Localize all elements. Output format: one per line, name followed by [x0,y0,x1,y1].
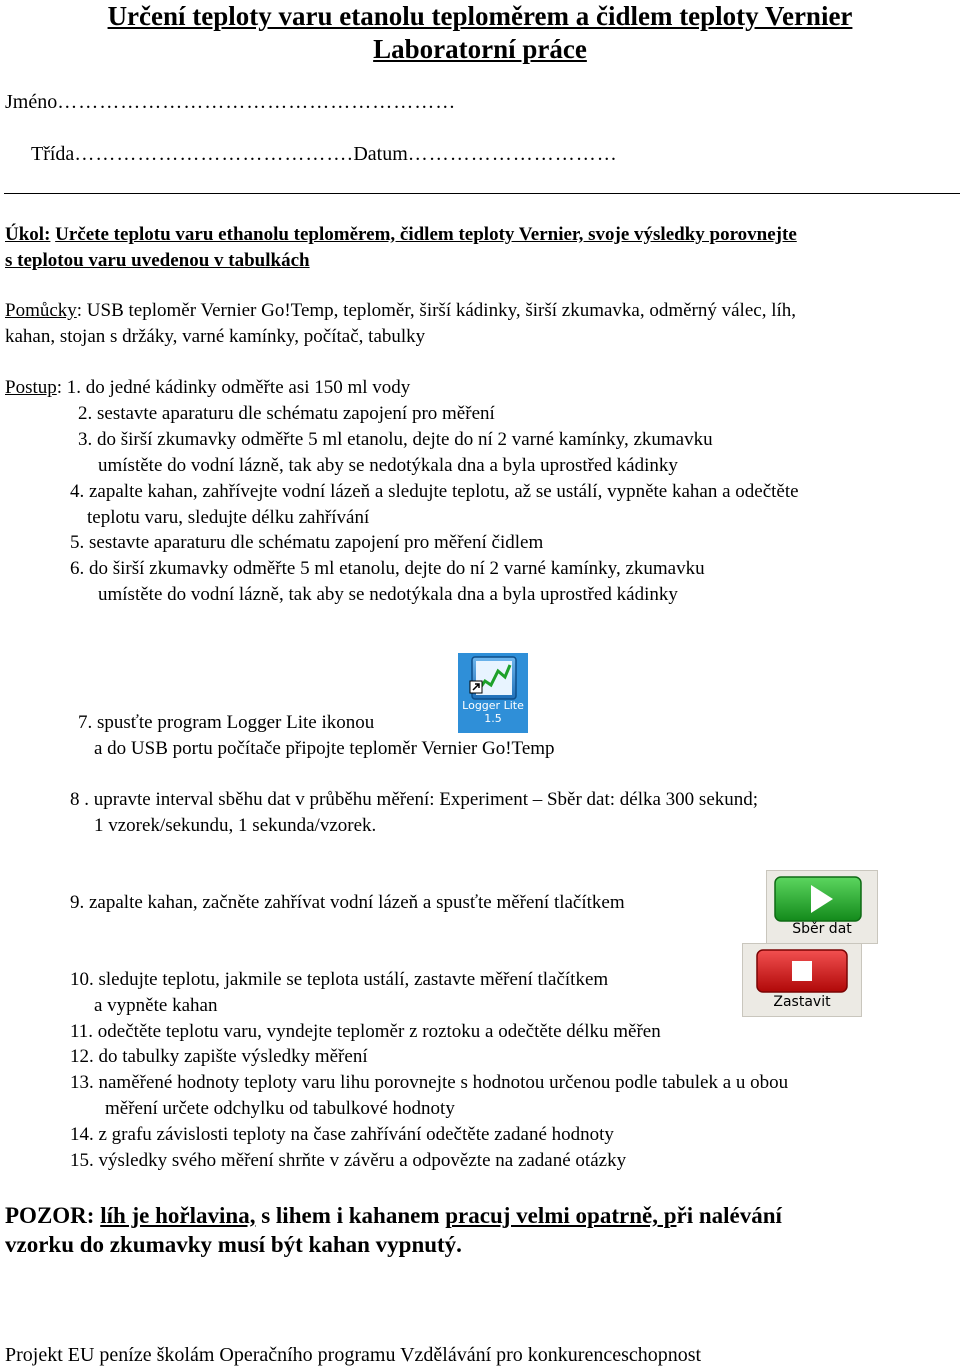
procedure-step-12: 12. do tabulky zapište výsledky měření [70,1046,368,1067]
procedure-step-11: 11. odečtěte teplotu varu, vyndejte teploměr z roztoku a odečtěte délku měřen [70,1021,661,1042]
procedure-step-1 [5,377,410,399]
stop-label: Zastavit [773,994,831,1010]
tools-text-1: : USB teploměr Vernier Go!Temp, teploměr, širší kádinky, širší zkumavka, odměrný válec, líh, [76,300,797,321]
warning-mid: s lihem i kahanem [255,1203,446,1228]
stop-icon [743,946,861,998]
tools-line-2: kahan, stojan s držáky, varné kamínky, počítač, tabulky [5,326,426,347]
procedure-step-15: 15. výsledky svého měření shrňte v závěru a odpovězte na zadané otázky [70,1150,627,1171]
procedure-step-3b: umístěte do vodní lázně, tak aby se nedotýkala dna a byla uprostřed kádinky [98,455,678,476]
name-field [5,90,456,114]
procedure-step-10b: a vypněte kahan [94,995,218,1016]
warning-flammable: líh je hořlavina, [100,1203,256,1228]
class-label: Třída [31,143,75,165]
footer-text: Projekt EU peníze školám Operačního programu Vzdělávání pro konkurenceschopnost [5,1344,702,1366]
collect-data-label: Sběr dat [792,921,852,937]
page-subtitle: Laboratorní práce [373,34,587,64]
page-title: Určení teploty varu etanolu teploměrem a čidlem teploty Vernier [107,1,853,31]
task-line-1 [5,224,797,246]
tools-line-1 [5,300,796,322]
procedure-step-7b: a do USB portu počítače připojte teploměr Vernier Go!Temp [94,738,555,759]
procedure-step-6b: umístěte do vodní lázně, tak aby se nedotýkala dna a byla uprostřed kádinky [98,584,678,605]
play-icon [767,873,877,925]
task-label: Úkol: [5,224,51,245]
tools-label: Pomůcky [5,300,77,321]
warning-prefix: POZOR: [5,1203,101,1228]
procedure-step-7a: 7. spusťte program Logger Lite ikonou [78,712,375,733]
collect-data-button[interactable] [766,870,878,944]
task-text-1: Určete teplotu varu ethanolu teploměrem, čidlem teploty Vernier, svoje výsledky porovnejte [55,224,797,245]
logger-lite-version: 1.5 [484,712,502,725]
procedure-step-13b: měření určete odchylku od tabulkové hodnoty [105,1098,455,1119]
warning-end: ři nalévání [676,1203,782,1228]
header-divider [4,193,960,194]
procedure-step-6a: 6. do širší zkumavky odměřte 5 ml etanolu, dejte do ní 2 varné kamínky, zkumavku [70,558,705,579]
procedure-step-13a: 13. naměřené hodnoty teploty varu lihu porovnejte s hodnotou určenou podle tabulek a u obou [70,1072,789,1093]
stop-button[interactable] [742,943,862,1017]
procedure-step-10a: 10. sledujte teplotu, jakmile se teplota ustálí, zastavte měření tlačítkem [70,969,609,990]
class-dots: …………………………………. [74,143,354,165]
warning-line-2: vzorku do zkumavky musí být kahan vypnutý. [5,1232,462,1257]
logger-lite-icon[interactable] [458,653,528,733]
task-line-2: s teplotou varu uvedenou v tabulkách [5,250,310,271]
warning-careful: pracuj velmi opatrně, p [445,1203,677,1228]
procedure-step-8b: 1 vzorek/sekundu, 1 sekunda/vzorek. [94,815,377,836]
warning-line-1 [5,1202,782,1230]
procedure-step-3a: 3. do širší zkumavky odměřte 5 ml etanolu, dejte do ní 2 varné kamínky, zkumavku [78,429,713,450]
procedure-step-4a: 4. zapalte kahan, zahřívejte vodní lázeň a sledujte teplotu, až se ustálí, vypněte kahan a odečtěte [70,481,799,502]
logger-lite-caption [458,699,528,725]
date-label: Datum [353,143,408,165]
class-date-field [31,142,618,166]
name-dots: ………………………………………………… [57,91,457,113]
date-dots: ………………………… [407,143,618,165]
procedure-colon: : [56,377,63,398]
procedure-step-14: 14. z grafu závislosti teploty na čase zahřívání odečtěte zadané hodnoty [70,1124,614,1145]
procedure-step-4b: teplotu varu, sledujte délku zahřívání [87,507,370,528]
step-1-text: 1. do jedné kádinky odměřte asi 150 ml vody [66,377,411,398]
procedure-step-2: 2. sestavte aparaturu dle schématu zapojení pro měření [78,403,495,424]
procedure-step-9: 9. zapalte kahan, začněte zahřívat vodní lázeň a spusťte měření tlačítkem [70,892,625,913]
logger-lite-name: Logger Lite [462,699,524,712]
procedure-step-5: 5. sestavte aparaturu dle schématu zapojení pro měření čidlem [70,532,544,553]
procedure-label: Postup [5,377,57,398]
procedure-step-8a: 8 . upravte interval sběhu dat v průběhu měření: Experiment – Sběr dat: délka 300 sekund; [70,789,759,810]
name-label: Jméno [5,91,58,113]
